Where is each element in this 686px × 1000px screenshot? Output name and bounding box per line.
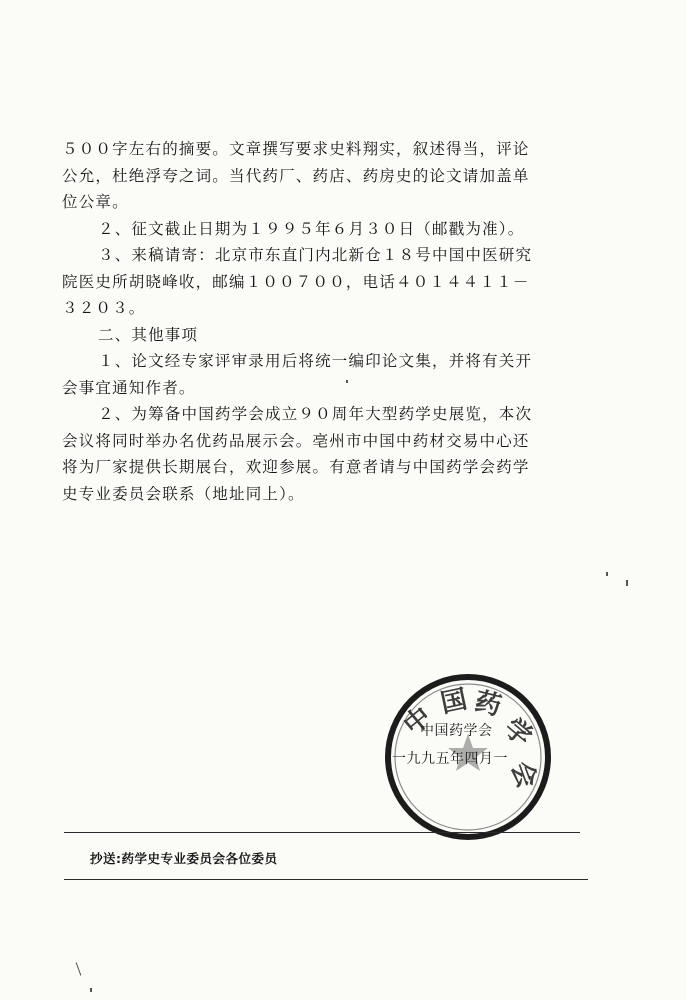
paragraph-line: 院医史所胡晓峰收，邮编１００７００，电话４０１４４１１－	[62, 272, 530, 291]
signature-date: 一九九五年四月一	[392, 751, 508, 767]
signature-organization: 中国药学会	[420, 723, 493, 739]
document-body	[62, 136, 610, 507]
paragraph-line: 史专业委员会联系（地址同上）。	[62, 484, 305, 503]
paragraph-line: 会事宜通知作者。	[62, 378, 196, 397]
scan-speck	[606, 572, 608, 576]
paragraph-line: 位公章。	[62, 193, 129, 211]
svg-text:中: 中	[398, 701, 438, 742]
svg-text:学: 学	[498, 712, 538, 753]
paragraph-line: 将为厂家提供长期展台，欢迎参展。有意者请与中国药学会药学	[62, 458, 530, 476]
signature-block	[392, 720, 508, 770]
paragraph-line: ５００字左右的摘要。文章撰写要求史料翔实，叙述得当，评论	[62, 140, 530, 158]
scan-speck	[626, 580, 628, 586]
paragraph-line: 公允，杜绝浮夸之词。当代药厂、药店、药房史的论文请加盖单	[62, 166, 530, 185]
paragraph-line: １、论文经专家评审录用后将统一编印论文集，并将有关开	[98, 352, 533, 370]
paragraph-line: ２、征文截止日期为１９９５年６月３０日（邮戳为准）。	[98, 219, 525, 238]
paragraph-line: ３、来稿请寄：北京市东直门内北新仓１８号中国中医研究	[98, 246, 533, 264]
paragraph-line: ３２０３。	[62, 299, 146, 317]
paragraph-line: 会议将同时举办名优药品展示会。亳州市中国中药材交易中心还	[62, 431, 530, 450]
cc-recipients: 抄送:药学史专业委员会各位委员	[90, 851, 278, 866]
svg-text:药: 药	[471, 686, 505, 722]
scan-speck	[76, 962, 82, 975]
section-heading: 二、其他事项	[98, 325, 199, 344]
svg-text:国: 国	[438, 684, 470, 720]
paragraph-line: ２、为筹备中国药学会成立９０周年大型药学史展览，本次	[98, 405, 533, 423]
svg-text:会: 会	[504, 757, 542, 793]
footer-divider-top	[64, 832, 580, 833]
scan-speck	[90, 988, 92, 992]
footer-divider-bottom	[64, 879, 588, 880]
scan-speck	[346, 380, 348, 383]
